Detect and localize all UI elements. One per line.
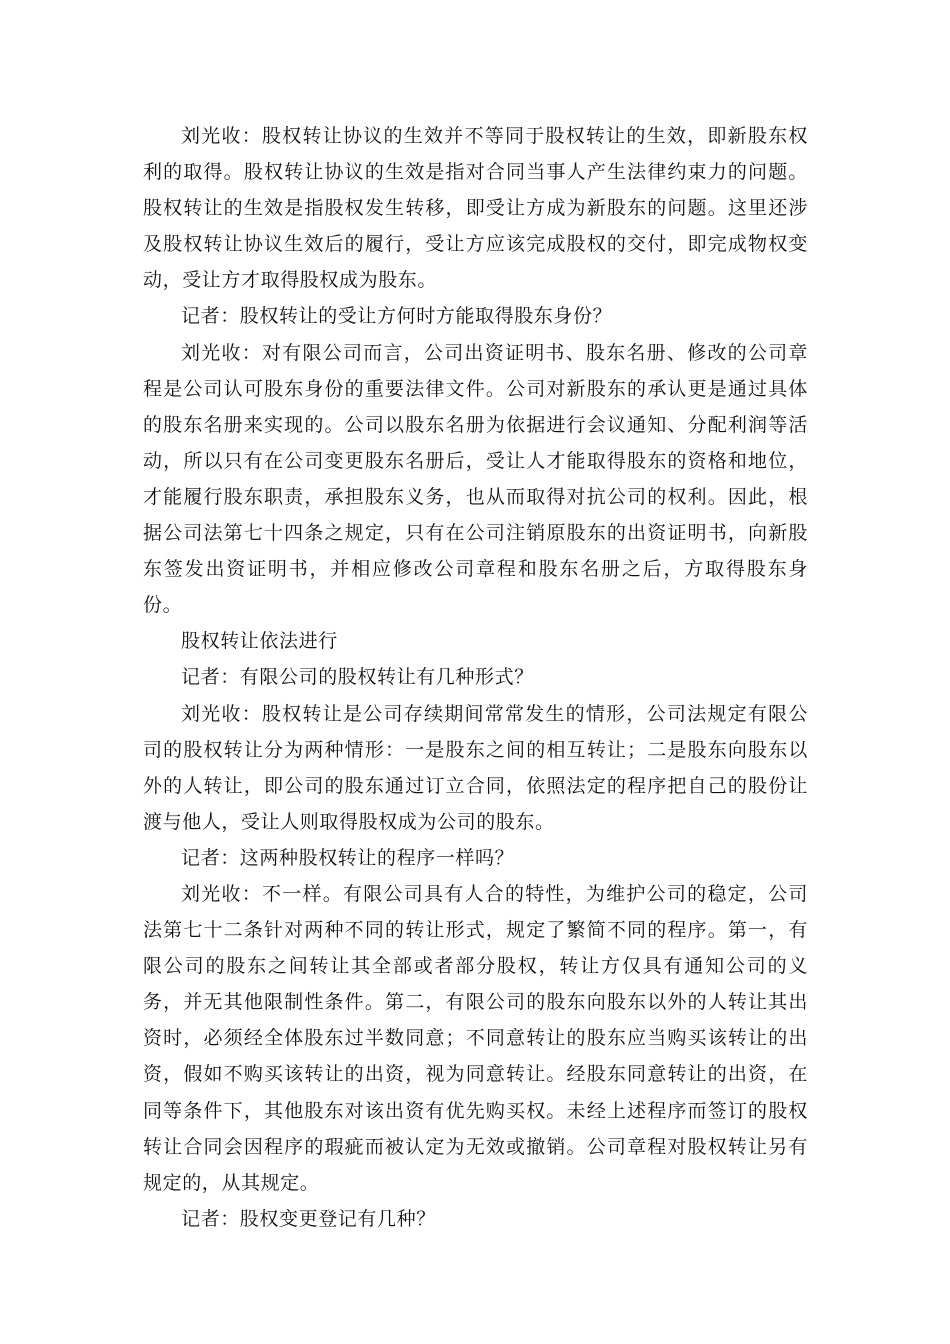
paragraph-question-registration: 记者：股权变更登记有几种？ <box>181 1207 436 1230</box>
paragraph-answer-shareholder-status: 刘光收：对有限公司而言，公司出资证明书、股东名册、修改的公司章程是公司认可股东身份的重要法律文件。公司对新股东的承认更是通过具体的股东名册来实现的。公司以股东名册为依据进行会议通知、分配利润等活动，所以只有在公司变更股东名册后，受让人才能取得股东的资格和地位，才能履行股东职责，承担股东义务，也从而取得对抗公司的权利。因此，根据公司法第七十四条之规定，只有在公司注销原股东的出资证明书，向新股东签发出资证明书，并相应修改公司章程和股东名册之后，方取得股东身份。 <box>143 341 808 617</box>
section-heading: 股权转让依法进行 <box>181 630 338 653</box>
paragraph-answer-agreement-effect: 刘光收：股权转让协议的生效并不等同于股权转让的生效，即新股东权利的取得。股权转让协议的生效是指对合同当事人产生法律约束力的问题。股权转让的生效是指股权发生转移，即受让方成为新股东的问题。这里还涉及股权转让协议生效后的履行，受让方应该完成股权的交付，即完成物权变动，受让方才取得股权成为股东。 <box>143 125 808 292</box>
article-body <box>143 118 808 1237</box>
paragraph-question-shareholder-status: 记者：股权转让的受让方何时方能取得股东身份？ <box>181 305 613 328</box>
paragraph-question-procedures: 记者：这两种股权转让的程序一样吗？ <box>181 846 515 869</box>
paragraph-question-transfer-forms: 记者：有限公司的股权转让有几种形式？ <box>181 666 534 689</box>
paragraph-answer-procedures: 刘光收：不一样。有限公司具有人合的特性，为维护公司的稳定，公司法第七十二条针对两种不同的转让形式，规定了繁简不同的程序。第一，有限公司的股东之间转让其全部或者部分股权，转让方仅具有通知公司的义务，并无其他限制性条件。第二，有限公司的股东向股东以外的人转让其出资时，必须经全体股东过半数同意；不同意转让的股东应当购买该转让的出资，假如不购买该转让的出资，视为同意转让。经股东同意转让的出资，在同等条件下，其他股东对该出资有优先购买权。未经上述程序而签订的股权转让合同会因程序的瑕疵而被认定为无效或撤销。公司章程对股权转让另有规定的，从其规定。 <box>143 882 808 1194</box>
paragraph-answer-transfer-forms: 刘光收：股权转让是公司存续期间常常发生的情形，公司法规定有限公司的股权转让分为两种情形：一是股东之间的相互转让；二是股东向股东以外的人转让，即公司的股东通过订立合同，依照法定的程序把自己的股份让渡与他人，受让人则取得股权成为公司的股东。 <box>143 702 808 833</box>
